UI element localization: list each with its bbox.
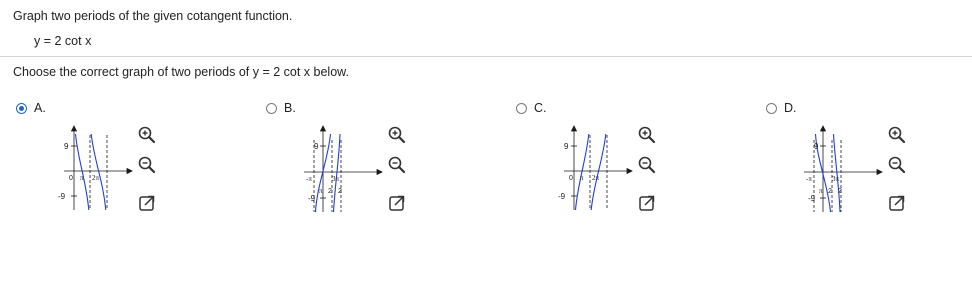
option-d-label: D. [784, 101, 797, 115]
y-arrow [821, 126, 826, 131]
x-tick-1: 3π [332, 175, 340, 183]
y-arrow [572, 126, 577, 131]
popout-button[interactable] [637, 193, 657, 213]
zoom-in-icon [137, 125, 157, 145]
option-b-label: B. [284, 101, 296, 115]
x-tick-0: -π [306, 175, 312, 183]
popout-button[interactable] [387, 193, 407, 213]
x-tick-below-1: 2 [828, 188, 832, 195]
x-tick-below-1: 2 [328, 188, 332, 195]
option-b-radio[interactable] [266, 103, 277, 114]
x-arrow [127, 169, 132, 174]
zoom-out-icon [387, 155, 407, 175]
zoom-out-button[interactable] [637, 155, 657, 175]
option-b-graph [286, 120, 386, 220]
option-a-label: A. [34, 101, 46, 115]
popout-button[interactable] [887, 193, 907, 213]
zoom-out-button[interactable] [387, 155, 407, 175]
question-instruction: Choose the correct graph of two periods of y = 2 cot x below. [13, 65, 349, 79]
x-tick-1: π [80, 174, 84, 182]
y-bottom-label: -9 [58, 192, 66, 201]
option-c[interactable] [516, 100, 756, 230]
x-tick-2: 2π [592, 174, 600, 182]
popout-icon [887, 193, 907, 213]
option-c-label: C. [534, 101, 547, 115]
option-a-graph [36, 120, 136, 220]
x-tick-1: π [580, 174, 584, 182]
y-top-label: 9 [314, 142, 319, 151]
y-bottom-label: -9 [558, 192, 566, 201]
x-arrow [377, 170, 382, 175]
option-d[interactable] [766, 100, 972, 230]
popout-icon [137, 193, 157, 213]
zoom-in-button[interactable] [387, 125, 407, 145]
question-equation: y = 2 cot x [34, 34, 92, 48]
zoom-out-button[interactable] [137, 155, 157, 175]
x-arrow [627, 169, 632, 174]
option-b[interactable] [266, 100, 506, 230]
x-tick-below-2: 2 [838, 188, 842, 195]
option-a-radio[interactable] [16, 103, 27, 114]
y-top-label: 9 [564, 142, 569, 151]
divider [0, 56, 972, 57]
zoom-out-icon [137, 155, 157, 175]
zoom-out-icon [887, 155, 907, 175]
x-tick-below-0: π [319, 187, 323, 195]
zoom-in-button[interactable] [137, 125, 157, 145]
zoom-out-button[interactable] [887, 155, 907, 175]
x-tick-0: 0 [569, 175, 573, 182]
popout-button[interactable] [137, 193, 157, 213]
x-tick-2: 2π [92, 174, 100, 182]
option-c-graph [536, 120, 636, 220]
question-prompt: Graph two periods of the given cotangent function. [13, 9, 293, 23]
y-top-label: 9 [814, 142, 819, 151]
zoom-in-icon [387, 125, 407, 145]
option-c-radio[interactable] [516, 103, 527, 114]
popout-icon [637, 193, 657, 213]
x-tick-1: 3π [832, 175, 840, 183]
x-tick-below-2: 2 [338, 188, 342, 195]
y-bottom-label: -9 [308, 194, 316, 203]
option-d-graph [786, 120, 886, 220]
y-arrow [72, 126, 77, 131]
option-a[interactable] [16, 100, 256, 230]
y-top-label: 9 [64, 142, 69, 151]
option-d-radio[interactable] [766, 103, 777, 114]
zoom-in-button[interactable] [887, 125, 907, 145]
popout-icon [387, 193, 407, 213]
x-arrow [877, 170, 882, 175]
x-tick-0: 0 [69, 175, 73, 182]
y-bottom-label: -9 [808, 194, 816, 203]
y-arrow [321, 126, 326, 131]
zoom-in-button[interactable] [637, 125, 657, 145]
zoom-in-icon [637, 125, 657, 145]
zoom-in-icon [887, 125, 907, 145]
x-tick-below-0: π [819, 187, 823, 195]
zoom-out-icon [637, 155, 657, 175]
x-tick-0: -π [806, 175, 812, 183]
